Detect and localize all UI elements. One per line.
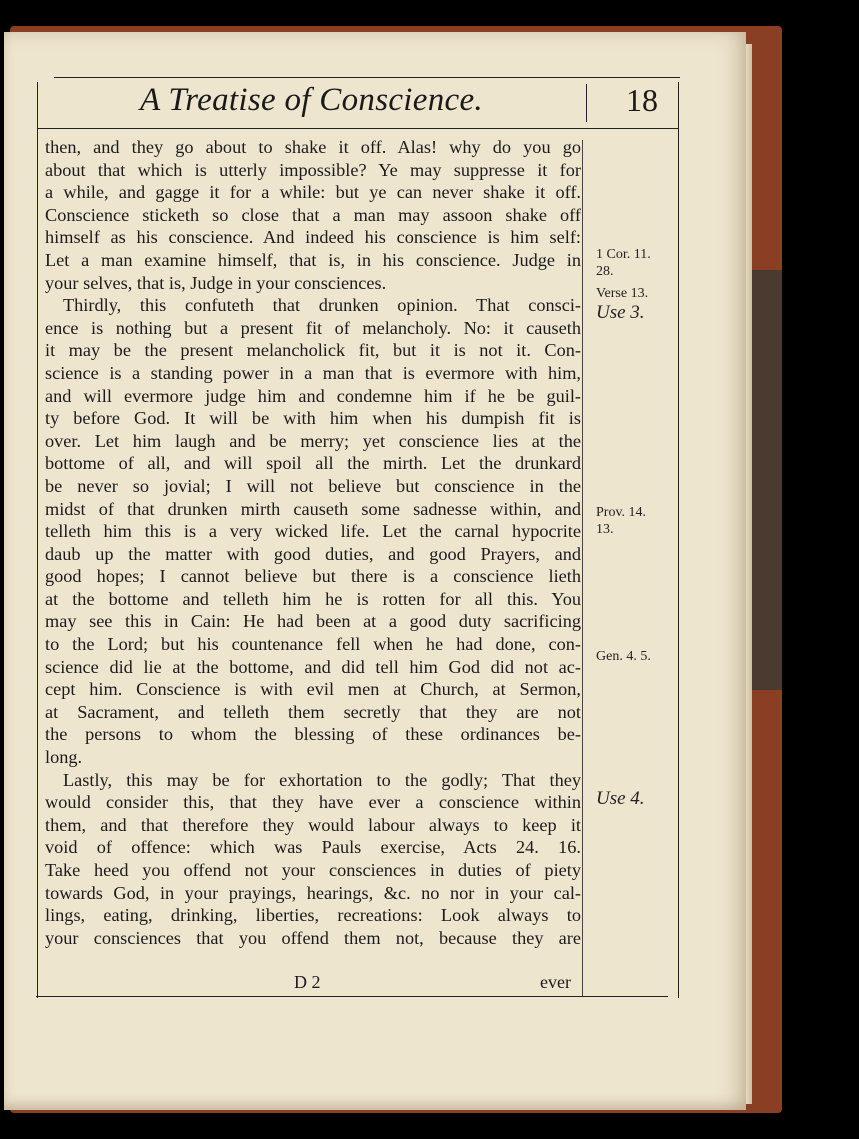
page-number: 18 bbox=[626, 82, 658, 118]
text-line: Take heed you offend not your consciences in duties of piety bbox=[45, 860, 581, 880]
text-line: a while, and gagge it for a while: but ye can never shake it off. bbox=[45, 182, 581, 203]
catchword: ever bbox=[540, 972, 571, 992]
text-line: telleth him this is a very wicked life. Let the carnal hypocrite bbox=[45, 521, 581, 542]
header-rule bbox=[38, 128, 678, 129]
margin-reference: 1 Cor. 11. bbox=[596, 247, 651, 262]
text-line: himself as his conscience. And indeed his conscience is him self: bbox=[45, 227, 581, 248]
text-line: be never so jovial; I will not believe but conscience in the bbox=[45, 475, 581, 496]
text-line: bottome of all, and will spoil all the mirth. Let the drunkard bbox=[45, 453, 581, 474]
text-line: your selves, that is, Judge in your consciences. bbox=[45, 272, 387, 293]
margin-reference: 28. bbox=[596, 264, 614, 279]
text-line: to the Lord; but his countenance fell when he had done, con- bbox=[45, 634, 581, 655]
text-line: them, and that therefore they would labour always to keep it bbox=[45, 814, 581, 835]
bottom-rule bbox=[36, 996, 668, 997]
text-line: it may be the present melancholick fit, but it is not it. Con- bbox=[45, 340, 581, 361]
right-frame-rule bbox=[678, 82, 679, 998]
margin-use-heading: Use 4. bbox=[596, 788, 645, 809]
text-line: Thirdly, this confuteth that drunken opinion. That consci- bbox=[63, 295, 581, 316]
text-line: towards God, in your prayings, hearings, &c. no nor in your cal- bbox=[45, 882, 581, 903]
margin-reference: Gen. 4. 5. bbox=[596, 649, 651, 664]
text-line: at the bottome and telleth him he is rotten for all this. You bbox=[45, 588, 581, 609]
top-rule bbox=[54, 77, 680, 78]
left-frame-rule bbox=[37, 82, 38, 998]
text-line: lings, eating, drinking, liberties, recreations: Look always to bbox=[45, 905, 581, 926]
text-line: the persons to whom the blessing of these ordinances be- bbox=[45, 724, 581, 745]
header-divider bbox=[586, 84, 587, 122]
text-line: and will evermore judge him and condemne him if he be guil- bbox=[45, 385, 581, 406]
text-line: long. bbox=[45, 747, 83, 768]
text-line: void of offence: which was Pauls exercise, Acts 24. 16. bbox=[45, 837, 581, 858]
running-title: A Treatise of Conscience. bbox=[140, 82, 483, 118]
text-line: at Sacrament, and telleth them secretly that they are not bbox=[45, 701, 581, 722]
text-line: then, and they go about to shake it off. Alas! why do you go bbox=[45, 137, 581, 157]
signature-mark: D 2 bbox=[294, 972, 321, 992]
margin-use-heading: Use 3. bbox=[596, 302, 645, 323]
text-line: cept him. Conscience is with evil men at Church, at Sermon, bbox=[45, 679, 581, 700]
text-line: over. Let him laugh and be merry; yet conscience lies at the bbox=[45, 430, 581, 451]
text-line: science is a standing power in a man that is evermore with him, bbox=[45, 362, 581, 383]
text-line: about that which is utterly impossible? Ye may suppresse it for bbox=[45, 159, 581, 180]
margin-rule bbox=[582, 140, 583, 996]
text-line: daub up the matter with good duties, and good Prayers, and bbox=[45, 543, 581, 564]
text-line: ty before God. It will be with him when his dumpish fit is bbox=[45, 408, 581, 429]
text-line: may see this in Cain: He had been at a good duty sacrificing bbox=[45, 611, 581, 632]
cover-spine bbox=[752, 270, 782, 690]
text-line: Let a man examine himself, that is, in his conscience. Judge in bbox=[45, 249, 581, 270]
text-line: your consciences that you offend them not, because they are bbox=[45, 927, 581, 948]
body-text bbox=[45, 136, 581, 949]
text-line: science did lie at the bottome, and did tell him God did not ac- bbox=[45, 656, 581, 677]
margin-reference: 13. bbox=[596, 522, 614, 537]
text-line: ence is nothing but a present fit of melancholy. No: it causeth bbox=[45, 317, 581, 338]
text-line: Lastly, this may be for exhortation to the godly; That they bbox=[63, 769, 581, 790]
text-line: good hopes; I cannot believe but there is a conscience lieth bbox=[45, 566, 581, 587]
margin-reference: Verse 13. bbox=[596, 286, 649, 301]
margin-reference: Prov. 14. bbox=[596, 505, 647, 520]
text-line: Conscience sticketh so close that a man may assoon shake off bbox=[45, 204, 581, 225]
text-line: would consider this, that they have ever a conscience within bbox=[45, 792, 581, 813]
text-line: midst of that drunken mirth causeth some sadnesse within, and bbox=[45, 498, 581, 519]
